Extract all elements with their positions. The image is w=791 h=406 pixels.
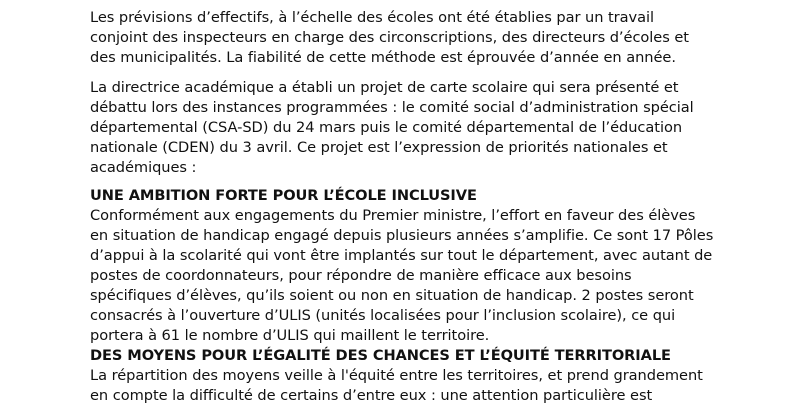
text-line: en compte la difficulté de certains d’entre eux : une attention particulière est <box>90 387 653 404</box>
text-line: départemental (CSA-SD) du 24 mars puis le comité départemental de l’éducation <box>90 119 683 136</box>
text-line: La répartition des moyens veille à l'équité entre les territoires, et prend grandement <box>90 367 703 384</box>
text-line: nationale (CDEN) du 3 avril. Ce projet est l’expression de priorités nationales et <box>90 139 668 156</box>
text-line: académiques : <box>90 159 197 176</box>
section-heading: DES MOYENS POUR L’ÉGALITÉ DES CHANCES ET L’ÉQUITÉ TERRITORIALE <box>90 347 671 364</box>
section-equal-opportunities <box>90 346 703 406</box>
text-line: consacrés à l’ouverture d’ULIS (unités localisées pour l’inclusion scolaire), ce qui <box>90 307 676 324</box>
text-line: d’appui à la scolarité qui vont être implantés sur tout le département, avec autant de <box>90 247 713 264</box>
text-line: débattu lors des instances programmées : le comité social d’administration spécial <box>90 99 694 116</box>
text-line: portera à 61 le nombre d’ULIS qui maillent le territoire. <box>90 327 490 344</box>
text-line: Les prévisions d’effectifs, à l’échelle des écoles ont été établies par un travail <box>90 9 654 26</box>
text-line: La directrice académique a établi un projet de carte scolaire qui sera présenté et <box>90 79 679 96</box>
paragraph-forecasts <box>90 8 689 68</box>
paragraph-school-map-project <box>90 78 694 178</box>
text-line: spécifiques d’élèves, qu’ils soient ou non en situation de handicap. 2 postes seront <box>90 287 694 304</box>
text-line: Conformément aux engagements du Premier ministre, l’effort en faveur des élèves <box>90 207 696 224</box>
text-line: des municipalités. La fiabilité de cette méthode est éprouvée d’année en année. <box>90 49 676 66</box>
text-line: conjoint des inspecteurs en charge des circonscriptions, des directeurs d’écoles et <box>90 29 689 46</box>
text-line: postes de coordonnateurs, pour répondre de manière efficace aux besoins <box>90 267 632 284</box>
section-inclusive-school <box>90 186 713 346</box>
section-heading: UNE AMBITION FORTE POUR L’ÉCOLE INCLUSIVE <box>90 187 477 204</box>
text-line: en situation de handicap engagé depuis plusieurs années s’amplifie. Ce sont 17 Pôles <box>90 227 714 244</box>
